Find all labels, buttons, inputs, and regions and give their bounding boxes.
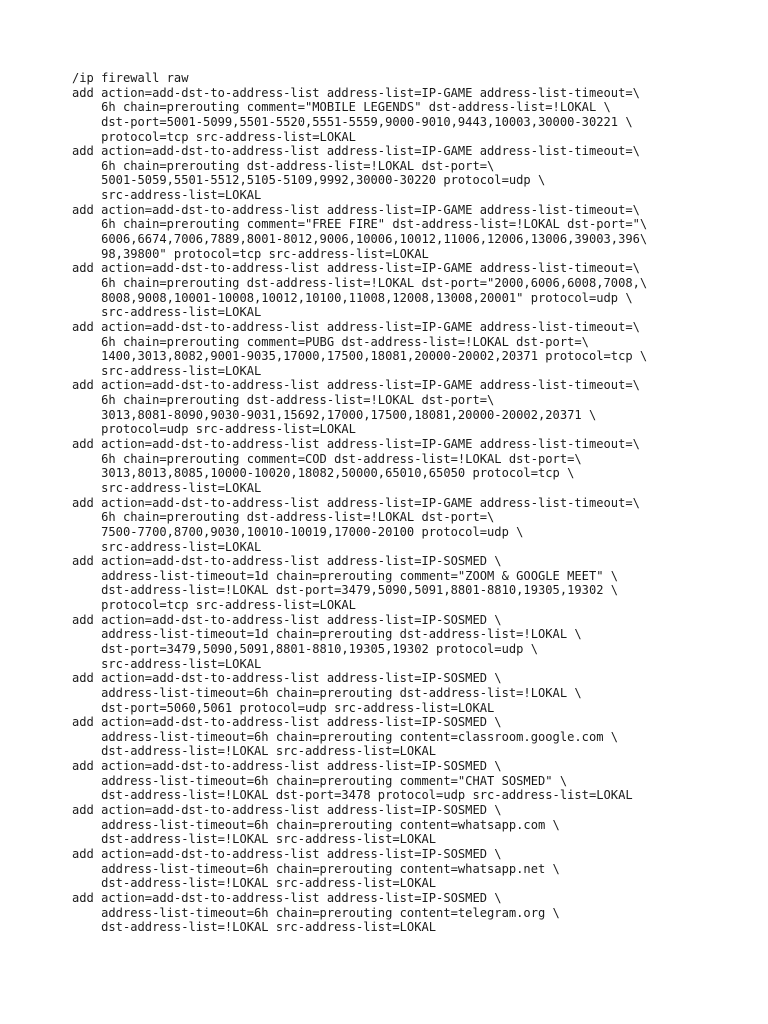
code-line: /ip firewall raw [72, 71, 189, 85]
code-line: src-address-list=LOKAL [72, 480, 262, 495]
code-line: add action=add-dst-to-address-list address-list=IP-SOSMED \ [72, 759, 502, 774]
code-line: dst-address-list=!LOKAL src-address-list=LOKAL [72, 832, 437, 847]
code-line: address-list-timeout=6h chain=prerouting content=classroom.google.com \ [72, 729, 619, 744]
code-line: add action=add-dst-to-address-list address-list=IP-GAME address-list-timeout=\ [72, 319, 640, 334]
code-line: dst-address-list=!LOKAL src-address-list=LOKAL [72, 920, 437, 935]
code-line: address-list-timeout=1d chain=prerouting dst-address-list=!LOKAL \ [72, 627, 582, 642]
code-line: dst-address-list=!LOKAL src-address-list=LOKAL [72, 744, 437, 759]
code-line: 6h chain=prerouting comment=PUBG dst-address-list=!LOKAL dst-port=\ [72, 334, 589, 349]
code-line: 6h chain=prerouting dst-address-list=!LOKAL dst-port=\ [72, 393, 495, 408]
code-line: add action=add-dst-to-address-list address-list=IP-SOSMED \ [72, 671, 502, 686]
code-line: 6h chain=prerouting comment="FREE FIRE" dst-address-list=!LOKAL dst-port="\ [72, 217, 648, 232]
code-line: address-list-timeout=6h chain=prerouting dst-address-list=!LOKAL \ [72, 685, 582, 700]
code-line: 5001-5059,5501-5512,5105-5109,9992,30000-30220 protocol=udp \ [72, 173, 546, 188]
code-line: dst-port=5060,5061 protocol=udp src-address-list=LOKAL [72, 700, 495, 715]
code-line: src-address-list=LOKAL [72, 363, 262, 378]
code-line: 6h chain=prerouting dst-address-list=!LOKAL dst-port=\ [72, 158, 495, 173]
code-line: 6006,6674,7006,7889,8001-8012,9006,10006,10012,11006,12006,13006,39003,396\ [72, 232, 648, 247]
code-line: dst-port=3479,5090,5091,8801-8810,19305,19302 protocol=udp \ [72, 641, 538, 656]
code-line: add action=add-dst-to-address-list address-list=IP-GAME address-list-timeout=\ [72, 144, 640, 159]
code-line: add action=add-dst-to-address-list address-list=IP-GAME address-list-timeout=\ [72, 437, 640, 452]
code-line: src-address-list=LOKAL [72, 539, 262, 554]
code-line: 3013,8013,8085,10000-10020,18082,50000,65010,65050 protocol=tcp \ [72, 466, 575, 481]
code-line: dst-port=5001-5099,5501-5520,5551-5559,9000-9010,9443,10003,30000-30221 \ [72, 114, 633, 129]
code-line: 98,39800" protocol=tcp src-address-list=LOKAL [72, 246, 429, 261]
code-line: add action=add-dst-to-address-list address-list=IP-SOSMED \ [72, 846, 502, 861]
code-line: add action=add-dst-to-address-list address-list=IP-SOSMED \ [72, 890, 502, 905]
code-document [72, 71, 752, 935]
code-line: address-list-timeout=6h chain=prerouting content=whatsapp.com \ [72, 817, 560, 832]
code-line: address-list-timeout=6h chain=prerouting content=whatsapp.net \ [72, 861, 560, 876]
code-line: add action=add-dst-to-address-list address-list=IP-SOSMED \ [72, 612, 502, 627]
code-line: 3013,8081-8090,9030-9031,15692,17000,17500,18081,20000-20002,20371 \ [72, 407, 597, 422]
code-line: src-address-list=LOKAL [72, 305, 262, 320]
code-line: 7500-7700,8700,9030,10010-10019,17000-20100 protocol=udp \ [72, 524, 524, 539]
code-line: add action=add-dst-to-address-list address-list=IP-SOSMED \ [72, 715, 502, 730]
code-line: protocol=tcp src-address-list=LOKAL [72, 598, 356, 613]
code-line: src-address-list=LOKAL [72, 188, 262, 203]
code-line: address-list-timeout=1d chain=prerouting comment="ZOOM & GOOGLE MEET" \ [72, 568, 619, 583]
code-line: 6h chain=prerouting dst-address-list=!LOKAL dst-port="2000,6006,6008,7008,\ [72, 275, 648, 290]
code-line: dst-address-list=!LOKAL src-address-list=LOKAL [72, 876, 437, 891]
code-line: address-list-timeout=6h chain=prerouting comment="CHAT SOSMED" \ [72, 773, 568, 788]
code-line: 1400,3013,8082,9001-9035,17000,17500,18081,20000-20002,20371 protocol=tcp \ [72, 349, 648, 364]
code-line: add action=add-dst-to-address-list address-list=IP-SOSMED \ [72, 554, 502, 569]
code-line: add action=add-dst-to-address-list address-list=IP-GAME address-list-timeout=\ [72, 378, 640, 393]
code-line: address-list-timeout=6h chain=prerouting content=telegram.org \ [72, 905, 560, 920]
code-line: add action=add-dst-to-address-list address-list=IP-SOSMED \ [72, 803, 502, 818]
code-line: add action=add-dst-to-address-list address-list=IP-GAME address-list-timeout=\ [72, 85, 640, 100]
code-line: protocol=tcp src-address-list=LOKAL [72, 129, 356, 144]
code-line: dst-address-list=!LOKAL dst-port=3478 protocol=udp src-address-list=LOKAL [72, 788, 633, 803]
code-line: add action=add-dst-to-address-list address-list=IP-GAME address-list-timeout=\ [72, 261, 640, 276]
code-line: add action=add-dst-to-address-list address-list=IP-GAME address-list-timeout=\ [72, 495, 640, 510]
code-line: 6h chain=prerouting comment=COD dst-address-list=!LOKAL dst-port=\ [72, 451, 582, 466]
code-line: dst-address-list=!LOKAL dst-port=3479,5090,5091,8801-8810,19305,19302 \ [72, 583, 619, 598]
code-line: 6h chain=prerouting comment="MOBILE LEGENDS" dst-address-list=!LOKAL \ [72, 100, 611, 115]
code-line: 8008,9008,10001-10008,10012,10100,11008,12008,13008,20001" protocol=udp \ [72, 290, 633, 305]
code-line: 6h chain=prerouting dst-address-list=!LOKAL dst-port=\ [72, 510, 495, 525]
code-line: add action=add-dst-to-address-list address-list=IP-GAME address-list-timeout=\ [72, 202, 640, 217]
code-line: protocol=udp src-address-list=LOKAL [72, 422, 356, 437]
code-line: src-address-list=LOKAL [72, 656, 262, 671]
